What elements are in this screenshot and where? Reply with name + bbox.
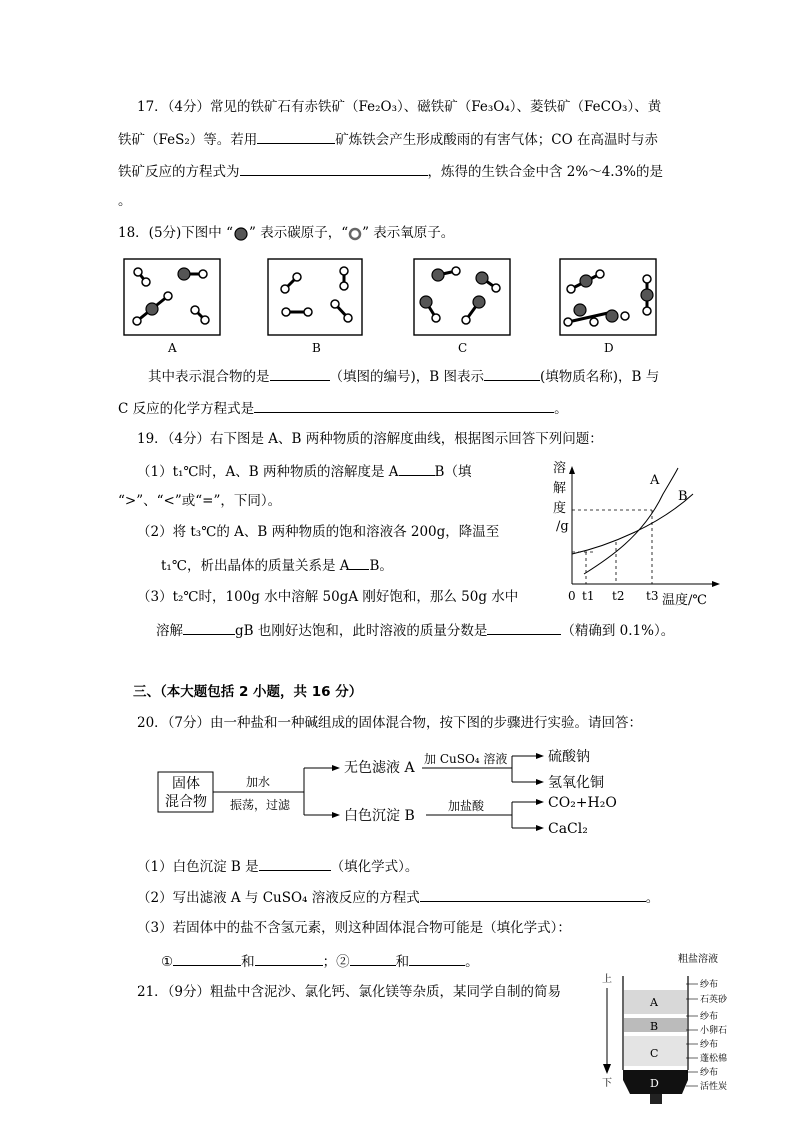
filter-apparatus (598, 950, 738, 1120)
q17-line2: 铁矿（FeS₂）等。若用 矿炼铁会产生形成酸雨的有害气体；CO 在高温时与赤 (118, 129, 658, 149)
box-c-molecules (420, 267, 500, 324)
q19-p1: （1）t₁℃时，A、B 两种物质的溶解度是 A B（填 (137, 461, 471, 481)
q18-molecule-diagrams (0, 254, 794, 364)
layer-label-8: 活性炭 (700, 1082, 728, 1092)
section-3-title: 三、（本大题包括 2 小题，共 16 分） (133, 684, 363, 700)
label-a: A (168, 341, 177, 355)
label-b: B (312, 341, 321, 355)
tick-0: 0 (568, 589, 576, 603)
q19-intro: 19．（4分）右下图是 A、B 两种物质的溶解度曲线，根据图示回答下列问题： (137, 431, 603, 447)
filtrate-label: 无色滤液 A (344, 760, 415, 776)
zone-a: A (650, 996, 658, 1009)
layer-label-5: 纱布 (700, 1040, 719, 1050)
q18-blank-substance[interactable] (484, 366, 540, 381)
box-a-molecules (133, 268, 209, 325)
q21-line1: 21．（9分）粗盐中含泥沙、氯化钙、氯化镁等杂质，某同学自制的简易 (137, 984, 562, 1000)
q20-blank-2[interactable] (420, 887, 646, 902)
ylabel-4: /g (556, 519, 569, 534)
shake-filter-label: 振荡，过滤 (230, 798, 291, 812)
down-label: 下 (602, 1078, 612, 1089)
layer-label-4: 小卵石 (700, 1026, 728, 1036)
product-3: CO₂+H₂O (548, 795, 617, 811)
precipitate-label: 白色沉淀 B (344, 808, 415, 824)
xlabel: 温度/℃ (662, 593, 707, 608)
q20-p1: （1）白色沉淀 B 是 （填化学式）。 (137, 856, 418, 876)
add-water-label: 加水 (246, 775, 271, 789)
tick-t1: t1 (582, 589, 595, 603)
q19-p2: （2）将 t₃℃的 A、B 两种物质的饱和溶液各 200g，降温至 (137, 524, 500, 540)
q17-line3: 铁矿反应的方程式为 ，炼得的生铁合金中含 2%～4.3%的是 (118, 161, 663, 181)
solid-label-2: 混合物 (165, 794, 207, 810)
q18-intro: 18．(5分)下图中 “ ” 表示碳原子，“ ” 表示氧原子。 (118, 225, 455, 241)
zone-d: D (650, 1077, 659, 1090)
q19-blank-3[interactable] (183, 620, 235, 635)
q19-p3: （3）t₂℃时，100g 水中溶解 50gA 刚好饱和，那么 50g 水中 (137, 589, 519, 605)
ylabel-2: 解 (553, 481, 567, 496)
q17-line1: 17．（4分）常见的铁矿石有赤铁矿（Fe₂O₃）、磁铁矿（Fe₃O₄）、菱铁矿（FeCO₃）、黄 (137, 99, 662, 115)
q20-blank-3[interactable] (173, 951, 241, 966)
q17-line4: 。 (118, 193, 132, 209)
add-hcl-label: 加盐酸 (448, 799, 485, 813)
q20-p2: （2）写出滤液 A 与 CuSO₄ 溶液反应的方程式 。 (137, 887, 659, 907)
zone-b: B (650, 1020, 659, 1033)
box-b-molecules (281, 267, 352, 322)
carbon-atom-icon (233, 227, 249, 241)
q19-blank-2[interactable] (349, 555, 369, 570)
layer-label-1: 纱布 (700, 980, 719, 990)
solubility-chart (548, 454, 748, 614)
product-1: 硫酸钠 (548, 749, 590, 765)
curve-b-label: B (678, 489, 688, 504)
q20-intro: 20．（7分）由一种盐和一种碱组成的固体混合物，按下图的步骤进行实验。请回答： (137, 715, 643, 731)
layer-label-7: 纱布 (700, 1068, 719, 1078)
q20-p3: （3）若固体中的盐不含氢元素，则这种固体混合物可能是（填化学式）： (137, 920, 571, 936)
up-label: 上 (602, 974, 612, 985)
top-label: 粗盐溶液 (678, 954, 718, 965)
q19-p2-cont: t₁℃，析出晶体的质量关系是 A B。 (161, 555, 393, 575)
ylabel-3: 度 (553, 501, 567, 516)
layer-label-3: 纱布 (700, 1012, 719, 1022)
tick-t2: t2 (612, 589, 625, 603)
q18-line3: C 反应的化学方程式是 。 (118, 398, 568, 418)
solid-label-1: 固体 (172, 776, 200, 792)
label-c: C (458, 341, 468, 355)
q20-p3-answers: ① 和 ；② 和 。 (161, 951, 479, 971)
layer-label-6: 蓬松棉 (700, 1054, 728, 1064)
q17-blank-ore[interactable] (257, 129, 335, 144)
curve-b (572, 494, 693, 554)
product-2: 氢氧化铜 (548, 775, 604, 791)
q20-blank-5[interactable] (350, 951, 396, 966)
product-4: CaCl₂ (548, 821, 588, 837)
q18-blank-mixture[interactable] (270, 366, 330, 381)
q19-blank-4[interactable] (487, 620, 561, 635)
add-cuso4-label: 加 CuSO₄ 溶液 (424, 752, 508, 766)
q20-blank-4[interactable] (255, 951, 323, 966)
ylabel-1: 溶 (553, 461, 567, 476)
zone-c: C (650, 1047, 659, 1060)
q19-p3-cont: 溶解 gB 也刚好达饱和，此时溶液的质量分数是 （精确到 0.1%）。 (156, 620, 674, 640)
q20-blank-6[interactable] (409, 951, 465, 966)
q18-blank-equation[interactable] (254, 398, 554, 413)
oxygen-atom-icon (348, 227, 362, 241)
q18-line2: 其中表示混合物的是 （填图的编号)，B 图表示 (填物质名称)，B 与 (148, 366, 659, 386)
box-d-molecules (564, 270, 653, 326)
q20-flow-diagram (0, 742, 794, 842)
q17-blank-equation[interactable] (240, 161, 428, 176)
q19-p1-cont: “>”、“<”或“=”，下同）。 (118, 493, 282, 509)
q19-blank-1[interactable] (399, 461, 435, 476)
curve-a-label: A (650, 473, 660, 488)
q20-blank-1[interactable] (259, 856, 331, 871)
curve-a (584, 468, 678, 574)
tick-t3: t3 (646, 589, 659, 603)
label-d: D (604, 341, 614, 355)
layer-label-2: 石英砂 (700, 995, 728, 1005)
